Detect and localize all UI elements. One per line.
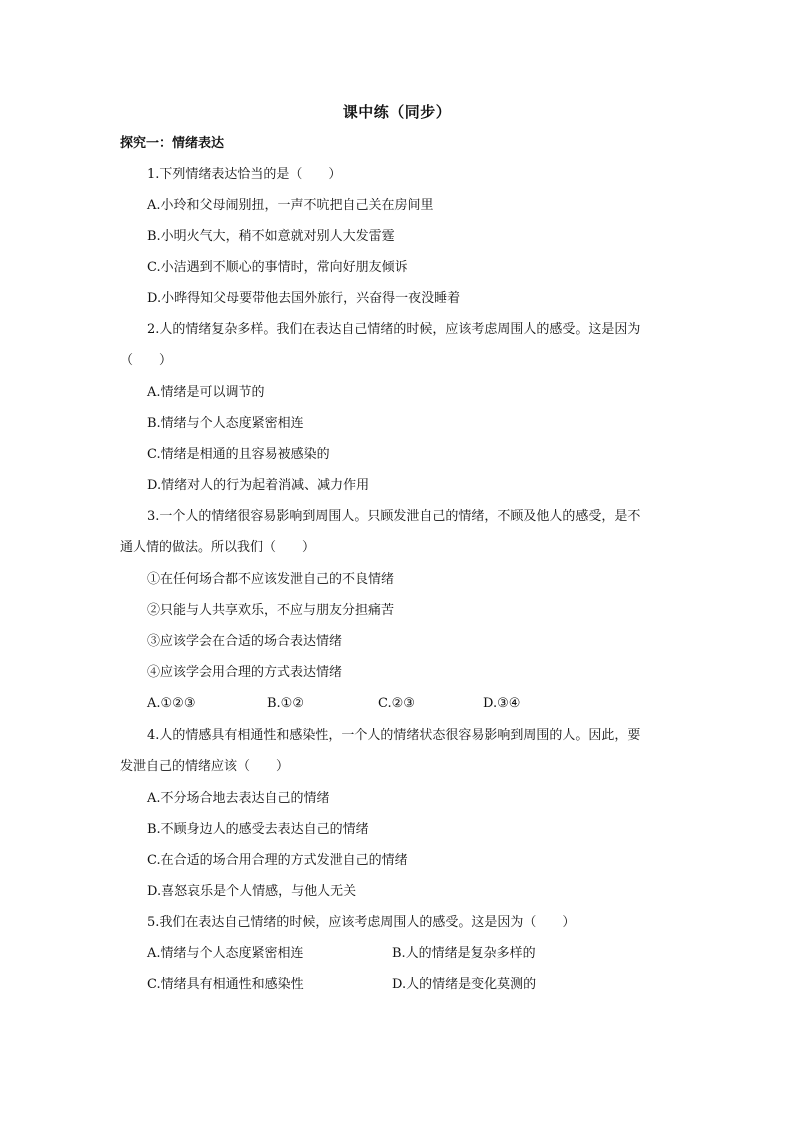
section-heading: 探究一：情绪表达 bbox=[120, 136, 225, 151]
question-1-option-a: A.小玲和父母闹别扭，一声不吭把自己关在房间里 bbox=[147, 198, 434, 213]
question-2-option-d: D.情绪对人的行为起着消减、减力作用 bbox=[147, 478, 370, 493]
question-1-option-b: B.小明火气大，稍不如意就对别人大发雷霆 bbox=[147, 229, 395, 244]
question-4-option-d: D.喜怒哀乐是个人情感，与他人无关 bbox=[147, 884, 357, 899]
question-3-option-d: D.③④ bbox=[483, 696, 521, 711]
question-4-option-b: B.不顾身边人的感受去表达自己的情绪 bbox=[147, 822, 369, 837]
question-2-option-c: C.情绪是相通的且容易被感染的 bbox=[147, 447, 330, 462]
question-3-option-b: B.①② bbox=[267, 696, 304, 711]
question-2-option-a: A.情绪是可以调节的 bbox=[147, 385, 265, 400]
question-1-option-d: D.小晔得知父母要带他去国外旅行，兴奋得一夜没睡着 bbox=[147, 291, 461, 306]
question-5-option-a: A.情绪与个人态度紧密相连 bbox=[147, 946, 304, 961]
page-title: 课中练（同步） bbox=[342, 103, 452, 121]
question-5-stem: 5.我们在表达自己情绪的时候，应该考虑周围人的感受。这是因为（ ） bbox=[147, 915, 576, 930]
question-4-option-a: A.不分场合地去表达自己的情绪 bbox=[147, 791, 330, 806]
question-3-statement-3: ③应该学会在合适的场合表达情绪 bbox=[147, 634, 343, 649]
question-2-stem-line1: 2.人的情绪复杂多样。我们在表达自己情绪的时候，应该考虑周围人的感受。这是因为 bbox=[147, 322, 641, 337]
question-4-stem-line2: 发泄自己的情绪应该（ ） bbox=[120, 759, 290, 774]
question-3-option-a: A.①②③ bbox=[147, 696, 196, 711]
question-2-stem-line2: （ ） bbox=[120, 353, 173, 368]
question-1-stem: 1.下列情绪表达恰当的是（ ） bbox=[147, 167, 342, 182]
question-3-statement-1: ①在任何场合都不应该发泄自己的不良情绪 bbox=[147, 572, 395, 587]
question-3-stem-line1: 3.一个人的情绪很容易影响到周围人。只顾发泄自己的情绪，不顾及他人的感受，是不 bbox=[147, 509, 641, 524]
question-3-statement-4: ④应该学会用合理的方式表达情绪 bbox=[147, 665, 343, 680]
question-5-option-c: C.情绪具有相通性和感染性 bbox=[147, 977, 304, 992]
question-5-option-b: B.人的情绪是复杂多样的 bbox=[392, 946, 536, 961]
question-4-stem-line1: 4.人的情感具有相通性和感染性，一个人的情绪状态很容易影响到周围的人。因此，要 bbox=[147, 728, 641, 743]
question-4-option-c: C.在合适的场合用合理的方式发泄自己的情绪 bbox=[147, 853, 408, 868]
question-2-option-b: B.情绪与个人态度紧密相连 bbox=[147, 416, 304, 431]
question-5-option-d: D.人的情绪是变化莫测的 bbox=[392, 977, 537, 992]
question-3-option-c: C.②③ bbox=[378, 696, 415, 711]
question-3-stem-line2: 通人情的做法。所以我们（ ） bbox=[120, 540, 316, 555]
question-1-option-c: C.小洁遇到不顺心的事情时，常向好朋友倾诉 bbox=[147, 260, 408, 275]
question-3-statement-2: ②只能与人共享欢乐，不应与朋友分担痛苦 bbox=[147, 603, 395, 618]
